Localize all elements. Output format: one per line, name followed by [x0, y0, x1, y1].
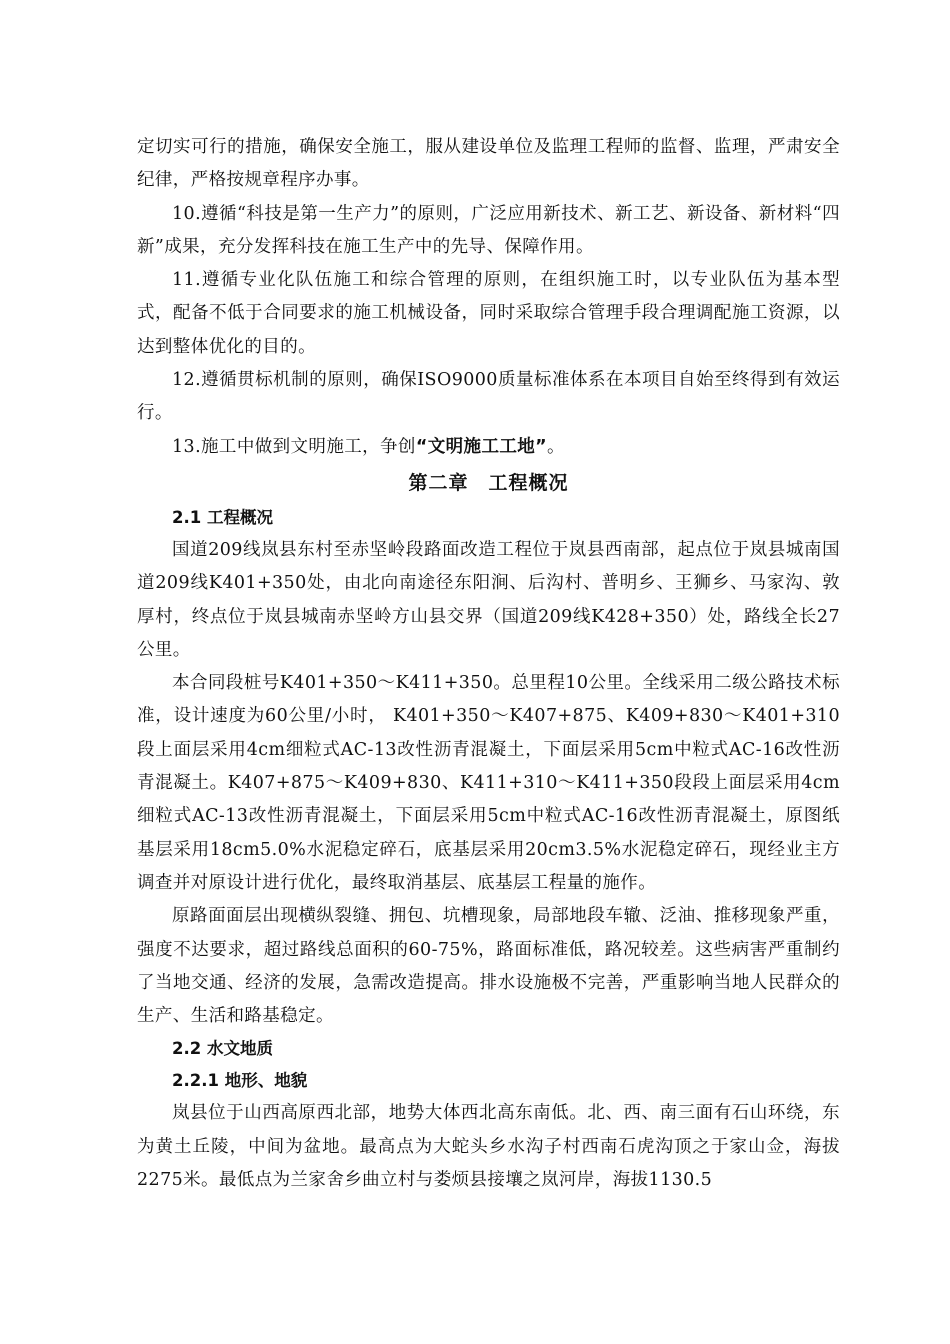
paragraph-terrain: 岚县位于山西高原西北部，地势大体西北高东南低。北、西、南三面有石山环绕，东为黄土丘陵，中间为盆地。最高点为大蛇头乡水沟子村西南石虎沟顶之于家山佥，海拔2275米。最低点为兰家舍乡曲立村与娄烦县接壤之岚河岸，海拔1130.5	[137, 1103, 840, 1191]
section-heading-2-1: 2.1 工程概况	[172, 507, 273, 527]
paragraph-item-12: 12.遵循贯标机制的原则，确保ISO9000质量标准体系在本项目自始至终得到有效运行。	[137, 370, 840, 424]
paragraph-safety-continued: 定切实可行的措施，确保安全施工，服从建设单位及监理工程师的监督、监理，严肃安全纪律，严格按规章程序办事。	[137, 137, 840, 191]
document-page	[137, 131, 840, 1197]
paragraph-road-condition: 原路面面层出现横纵裂缝、拥包、坑槽现象，局部地段车辙、泛油、推移现象严重，强度不达要求，超过路线总面积的60-75%，路面标准低，路况较差。这些病害严重制约了当地交通、经济的发展，急需改造提高。排水设施极不完善，严重影响当地人民群众的生产、生活和路基稳定。	[137, 906, 840, 1027]
chapter-title: 第二章 工程概况	[408, 471, 569, 494]
paragraph-project-location: 国道209线岚县东村至赤坚岭段路面改造工程位于岚县西南部，起点位于岚县城南国道209线K401+350处，由北向南途径东阳涧、后沟村、普明乡、王狮乡、马家沟、敦厚村，终点位于岚县城南赤坚岭方山县交界（国道209线K428+350）处，路线全长27公里。	[137, 539, 840, 660]
paragraph-contract-section: 本合同段桩号K401+350～K411+350。总里程10公里。全线采用二级公路技术标准，设计速度为60公里/小时， K401+350～K407+875、K409+830～K401+310段上面层采用4cm细粒式AC-13改性沥青混凝土，下面层采用5cm中粒式AC-16改性沥青混凝土。K407+875～K409+830、K411+310～K411+350段段上面层采用4cm细粒式AC-13改性沥青混凝土，下面层采用5cm中粒式AC-16改性沥青混凝土，原图纸基层采用18cm5.0%水泥稳定碎石，底基层采用20cm3.5%水泥稳定碎石，现经业主方调查并对原设计进行优化，最终取消基层、底基层工程量的施作。	[137, 673, 840, 893]
paragraph-item-11: 11.遵循专业化队伍施工和综合管理的原则，在组织施工时，以专业队伍为基本型式，配备不低于合同要求的施工机械设备，同时采取综合管理手段合理调配施工资源，以达到整体优化的目的。	[137, 270, 840, 357]
paragraph-item-13	[137, 431, 840, 464]
paragraph-item-13-end: 。	[547, 436, 565, 457]
section-heading-2-2-1: 2.2.1 地形、地貌	[172, 1071, 308, 1091]
paragraph-item-10: 10.遵循“科技是第一生产力”的原则，广泛应用新技术、新工艺、新设备、新材料“四新”成果，充分发挥科技在施工生产中的先导、保障作用。	[137, 203, 840, 257]
paragraph-item-13-text: 13.施工中做到文明施工，争创	[172, 436, 416, 457]
paragraph-item-13-bold: “文明施工工地”	[415, 436, 548, 457]
section-heading-2-2: 2.2 水文地质	[172, 1039, 273, 1059]
